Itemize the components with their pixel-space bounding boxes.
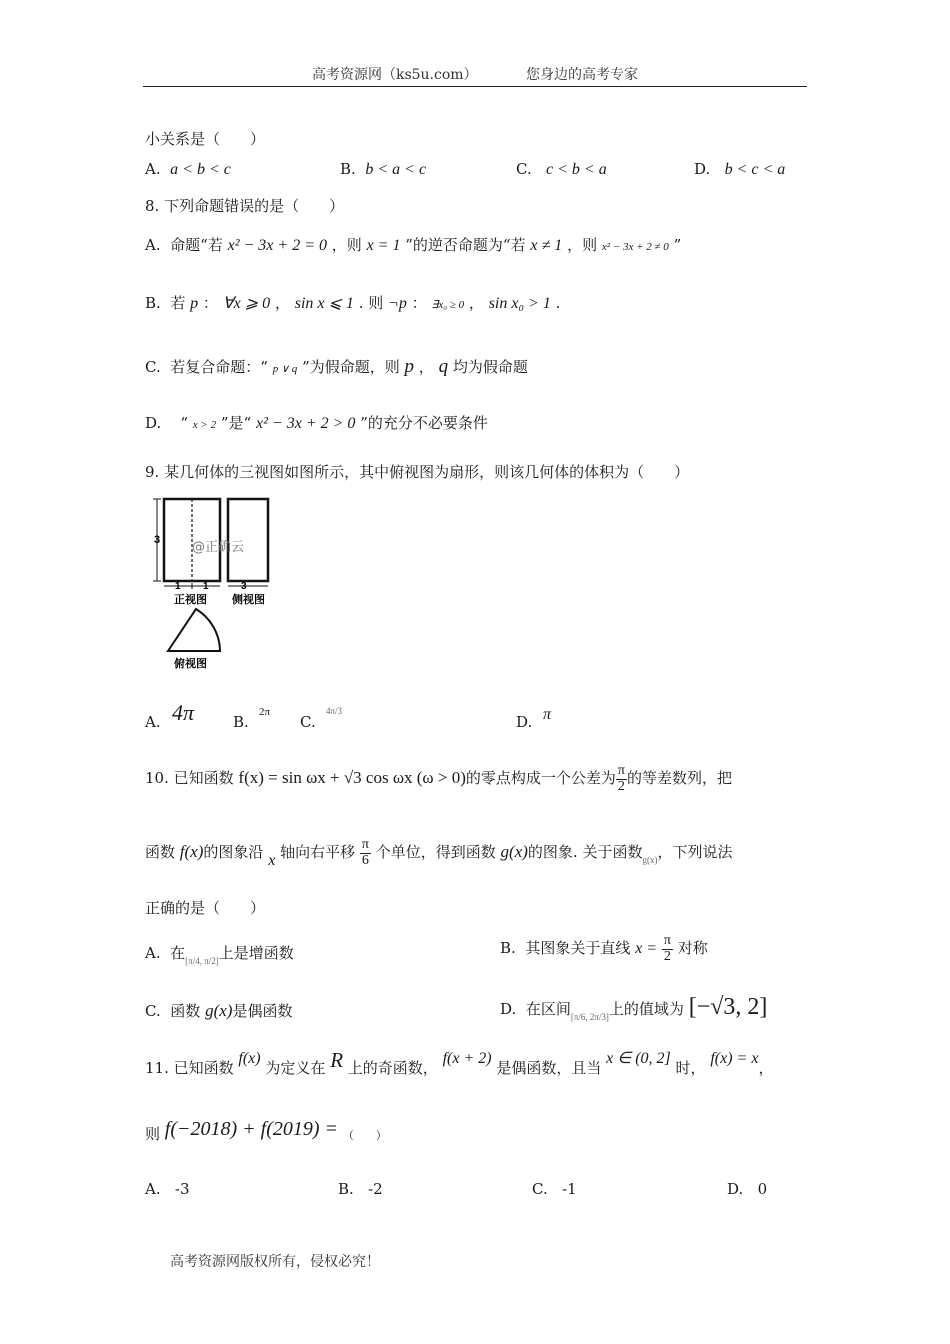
math-expr: x = 1: [366, 237, 401, 254]
watermark: @正确云: [192, 540, 245, 555]
option-text: ，: [418, 358, 434, 376]
q11-line2: [145, 1118, 387, 1145]
text: （ ）: [342, 1130, 387, 1142]
option-label: C.: [532, 1180, 548, 1198]
option-text: ：: [411, 294, 427, 312]
top-caption: 俯视图: [174, 657, 207, 670]
text: 的图象沿: [203, 843, 264, 862]
math-expr: f(x + 2): [442, 1050, 492, 1067]
option-text: 函数: [170, 1002, 201, 1020]
option-text: -2: [368, 1180, 383, 1198]
math-expr: p ∨ q: [272, 363, 298, 375]
option-label: A.: [145, 236, 161, 254]
option-text: ”的充分不必要条件: [360, 414, 488, 432]
math-expr: [−√3, 2]: [688, 994, 768, 1020]
math-expr: sin x₀ > 1: [488, 295, 551, 312]
q7-option-c[interactable]: [516, 160, 607, 179]
q9-option-d[interactable]: [516, 713, 532, 731]
q11-option-c[interactable]: [532, 1180, 577, 1198]
math-expr: x > 2: [192, 419, 217, 431]
math-expr: x =: [635, 940, 658, 958]
math-expr: sin x ⩽ 1: [294, 295, 354, 312]
option-text: ”是“: [220, 414, 252, 432]
text: 11. 已知函数: [145, 1059, 234, 1077]
option-text: . 则: [358, 294, 384, 312]
option-text: 上的值域为: [608, 1000, 684, 1018]
side-dim-label: 3: [241, 581, 247, 592]
option-label: C.: [145, 358, 161, 376]
math-expr: q: [438, 356, 449, 377]
text: 是偶函数，且当: [496, 1059, 602, 1077]
option-text: a < b < c: [170, 161, 231, 178]
text: 的零点构成一个公差为: [465, 769, 616, 788]
option-text: ”为假命题，则: [302, 358, 400, 376]
option-text: -3: [174, 1180, 190, 1198]
text: ，: [758, 1059, 774, 1077]
option-text: 若: [170, 294, 186, 312]
q10-option-d[interactable]: [500, 994, 767, 1021]
math-expr: R: [330, 1048, 344, 1072]
text: 的图象. 关于函数: [527, 843, 643, 862]
height-label: 3: [154, 534, 161, 546]
option-text: 若复合命题：“: [170, 358, 268, 376]
q8-stem: 8. 下列命题错误的是（ ）: [145, 197, 345, 215]
text: 个单位，得到函数: [375, 843, 496, 862]
option-label: B.: [338, 1180, 354, 1198]
q9-option-c-text: 4π/3: [326, 706, 343, 716]
fraction: [662, 934, 673, 964]
option-label: A.: [145, 160, 161, 178]
option-text: ”的逆否命题为“若: [405, 236, 526, 254]
text: 10. 已知函数: [145, 769, 234, 788]
math-expr: [π/4, π/2]: [185, 956, 219, 966]
option-text: c < b < a: [546, 161, 607, 178]
q11-line1: [145, 1048, 774, 1079]
math-expr: ∀x ⩾ 0: [222, 295, 271, 312]
option-text: 均为假命题: [452, 358, 528, 376]
math-expr: f(x): [179, 842, 204, 862]
option-text: 命题“若: [170, 236, 223, 254]
frac-num: π: [663, 933, 671, 948]
frac-num: π: [617, 763, 625, 778]
option-label: A.: [145, 1180, 161, 1198]
option-label: C.: [300, 713, 316, 731]
option-text: ，: [468, 294, 484, 312]
q8-option-c[interactable]: [145, 356, 528, 378]
frac-num: π: [361, 837, 369, 852]
text: 为定义在: [265, 1059, 326, 1077]
option-text: b < a < c: [365, 161, 427, 178]
option-text: “: [180, 414, 189, 432]
page-footer: 高考资源网版权所有，侵权必究！: [170, 1254, 380, 1270]
q9-option-b[interactable]: [233, 713, 249, 731]
q7-option-b[interactable]: [340, 160, 426, 179]
q10-line1: [145, 764, 732, 794]
math-expr: x: [268, 852, 276, 870]
text: 上的奇函数，: [347, 1059, 438, 1077]
option-text: ”: [673, 236, 682, 254]
text: 的等差数列，把: [626, 769, 732, 788]
q8-option-d[interactable]: [145, 412, 488, 433]
math-expr: x² − 3x + 2 > 0: [256, 415, 356, 432]
header-site-name: 高考资源网（ks5u.com）: [311, 67, 478, 83]
q9-option-d-text: π: [543, 706, 552, 723]
q9-stem: 9. 某几何体的三视图如图所示，其中俯视图为扇形，则该几何体的体积为（ ）: [145, 463, 690, 481]
math-expr: x ∈ (0, 2]: [606, 1050, 671, 1067]
page-header: [0, 64, 950, 84]
q7-option-d[interactable]: [694, 160, 785, 179]
option-text: ，: [274, 294, 290, 312]
option-text: ，则: [567, 236, 598, 254]
option-text: ：: [202, 294, 218, 312]
fraction: [616, 764, 627, 794]
text: 轴向右平移: [280, 843, 356, 862]
q9-option-c[interactable]: [300, 713, 316, 731]
option-text: 在区间: [525, 1000, 571, 1018]
front-caption: 正视图: [174, 593, 207, 606]
side-caption: 侧视图: [232, 593, 265, 606]
option-text: 0: [757, 1180, 768, 1198]
option-label: C.: [145, 1002, 161, 1020]
math-expr: g(x): [500, 842, 528, 862]
option-label: D.: [145, 414, 162, 432]
option-text: .: [555, 294, 561, 312]
q10-line3: 正确的是（ ）: [145, 899, 266, 917]
math-expr: x ≠ 1: [530, 237, 563, 254]
option-text: b < c < a: [724, 161, 786, 178]
q10-line2: [145, 838, 732, 868]
option-label: B.: [340, 160, 356, 178]
math-expr: p: [190, 295, 199, 312]
three-view-figure: [150, 495, 280, 675]
option-label: D.: [516, 713, 533, 731]
q10-option-a[interactable]: [145, 942, 294, 966]
q8-option-b[interactable]: [145, 292, 560, 313]
header-slogan: 您身边的高考专家: [526, 67, 639, 83]
option-label: A.: [145, 713, 161, 731]
text: 则: [145, 1125, 161, 1143]
option-label: C.: [516, 160, 532, 178]
q8-option-a[interactable]: [145, 234, 681, 255]
option-text: -1: [562, 1180, 577, 1198]
option-label: A.: [145, 944, 161, 962]
option-text: ，则: [331, 236, 362, 254]
q9-option-a-text: 4π: [172, 700, 195, 725]
math-expr: p: [404, 356, 415, 377]
math-expr: x² − 3x + 2 = 0: [227, 237, 327, 254]
math-expr: f(x) = sin ωx + √3 cos ωx (ω > 0): [238, 768, 466, 788]
option-label: D.: [500, 1000, 517, 1018]
math-expr: ∃x₀ ≥ 0: [431, 299, 465, 311]
header-rule: [143, 86, 807, 87]
frac-den: 2: [663, 948, 671, 964]
math-expr: g(x): [205, 1001, 233, 1020]
q9-option-a[interactable]: [145, 713, 161, 731]
top-view-sector: [168, 609, 220, 651]
math-expr: x² − 3x + 2 ≠ 0: [601, 241, 669, 253]
text: ，下列说法: [657, 843, 733, 862]
math-expr: f(−2018) + f(2019) =: [164, 1118, 339, 1140]
option-text: 其图象关于直线: [525, 939, 631, 958]
q11-option-b[interactable]: [338, 1180, 383, 1198]
q11-option-a[interactable]: [145, 1180, 190, 1198]
front-dim-right: 1: [203, 581, 209, 592]
q10-option-b[interactable]: [500, 934, 708, 964]
frac-den: 2: [617, 778, 625, 794]
math-expr: f(x): [238, 1050, 261, 1067]
q9-option-b-text: 2π: [259, 706, 271, 718]
math-expr: f(x) = x: [710, 1050, 759, 1067]
option-label: B.: [233, 713, 249, 731]
fraction: [360, 838, 371, 868]
frac-den: 6: [361, 852, 369, 868]
text: 时，: [675, 1059, 706, 1077]
option-text: 是偶函数: [232, 1002, 293, 1020]
q7-stem-tail: 小关系是（ ）: [145, 130, 266, 148]
option-label: B.: [500, 939, 516, 958]
math-expr: g(x): [642, 855, 658, 866]
option-label: B.: [145, 294, 161, 312]
option-label: D.: [727, 1180, 744, 1198]
option-text: 对称: [677, 939, 708, 958]
option-text: 上是增函数: [218, 944, 294, 962]
q10-option-c[interactable]: [145, 1000, 292, 1021]
q7-option-a[interactable]: [145, 160, 231, 179]
front-dim-left: 1: [175, 581, 181, 592]
text: 函数: [145, 843, 176, 862]
q11-option-d[interactable]: [727, 1180, 767, 1198]
math-expr: ¬p: [388, 295, 407, 312]
math-expr: [π/6, 2π/3]: [570, 1012, 609, 1022]
option-text: 在: [170, 944, 186, 962]
option-label: D.: [694, 160, 711, 178]
